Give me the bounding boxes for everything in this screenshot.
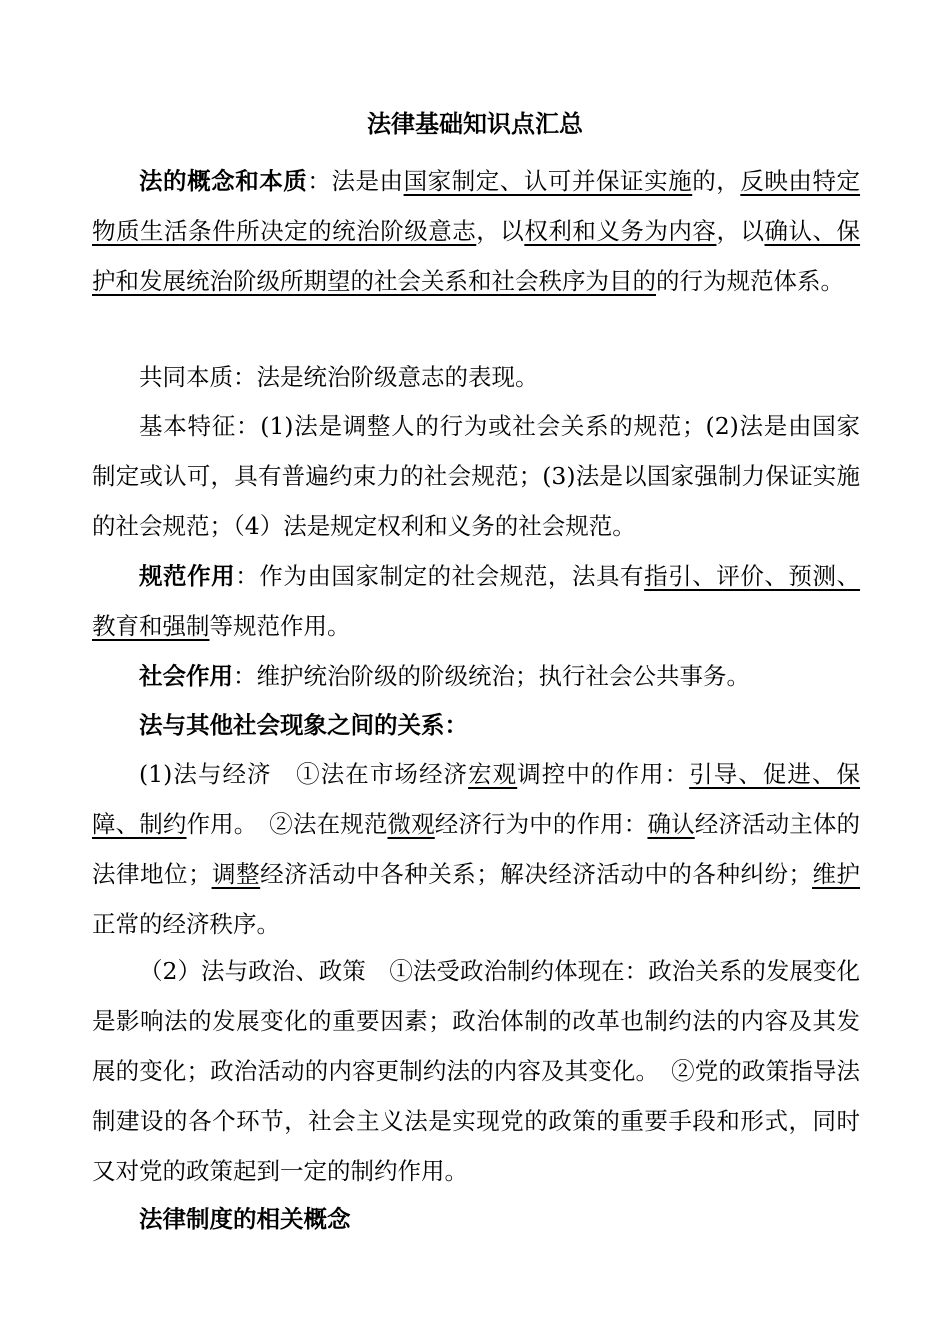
paragraph-law-economy	[92, 749, 860, 949]
concept-underline-2: 反映由特定物质生活条件所决定的统治阶级意志	[92, 167, 861, 245]
paragraph-social-role	[92, 651, 860, 701]
economy-text-4: 经济行为中的作用：	[434, 810, 648, 838]
concept-text-2: 的，	[692, 167, 741, 195]
normative-role-label: 规范作用	[139, 562, 236, 590]
economy-text-2: 调控中的作用：	[517, 760, 690, 788]
concept-underline-4: 确认、保护和发展统治阶级所期望的社会关系和社会秩序为目的	[92, 217, 861, 295]
economy-underline-5: 调整	[211, 860, 261, 888]
concept-text-5: 的行为规范体系。	[656, 267, 844, 295]
economy-underline-1: 宏观	[468, 760, 518, 788]
paragraph-common-essence: 共同本质：法是统治阶级意志的表现。	[139, 363, 539, 391]
paragraph-concept-essence	[92, 156, 860, 306]
concept-essence-label: 法的概念和本质	[139, 167, 308, 195]
economy-underline-4: 确认	[647, 810, 695, 838]
concept-text-4: ，以	[716, 217, 765, 245]
paragraph-normative-role	[92, 551, 860, 651]
concept-text-1: 法是由	[331, 167, 404, 195]
concept-colon: ：	[307, 167, 332, 195]
economy-text-7: 正常的经济秩序。	[92, 910, 280, 938]
economy-underline-2: 引导、促进、保障、制约	[92, 760, 861, 838]
economy-underline-6: 维护	[812, 860, 861, 888]
social-colon: ：	[233, 662, 257, 690]
normative-text-2: 等规范作用。	[209, 612, 351, 640]
social-role-label: 社会作用	[139, 662, 233, 690]
normative-underline-1: 指引、评价、预测、教育和强制	[92, 562, 861, 640]
economy-text-3: 作用。 ②法在规范	[186, 810, 388, 838]
paragraph-basic-features: 基本特征：(1)法是调整人的行为或社会关系的规范；(2)法是由国家制定或认可，具有普遍约束力的社会规范；(3)法是以国家强制力保证实施的社会规范；（4）法是规定权利和义务的社会规范。	[92, 412, 860, 540]
economy-text-6: 经济活动中各种关系；解决经济活动中的各种纠纷；	[260, 860, 812, 888]
concept-underline-1: 国家制定、认可并保证实施	[403, 167, 693, 195]
paragraph-law-politics: （2）法与政治、政策 ①法受政治制约体现在：政治关系的发展变化是影响法的发展变化的重要因素；政治体制的改革也制约法的内容及其发展的变化；政治活动的内容更制约法的内容及其变化。 ②党的政策指导法制建设的各个环节，社会主义法是实现党的政策的重要手段和形式，同时又对党的政策起到一定的制约作用。	[92, 957, 860, 1185]
normative-text-1: 作为由国家制定的社会规范，法具有	[259, 562, 645, 590]
document-title: 法律基础知识点汇总	[367, 109, 583, 138]
social-text-1: 维护统治阶级的阶级统治；执行社会公共事务。	[256, 662, 750, 690]
concept-underline-3: 权利和义务为内容	[524, 217, 717, 245]
economy-text-1: (1)法与经济 ①法在市场经济	[139, 760, 469, 788]
section-heading-relations: 法与其他社会现象之间的关系：	[139, 711, 468, 739]
economy-underline-3: 微观	[387, 810, 435, 838]
economy-text-5: 经济活动主体的法律地位；	[92, 810, 861, 888]
concept-text-3: ，以	[476, 217, 525, 245]
normative-colon: ：	[235, 562, 260, 590]
section-heading-legal-system: 法律制度的相关概念	[139, 1205, 351, 1233]
